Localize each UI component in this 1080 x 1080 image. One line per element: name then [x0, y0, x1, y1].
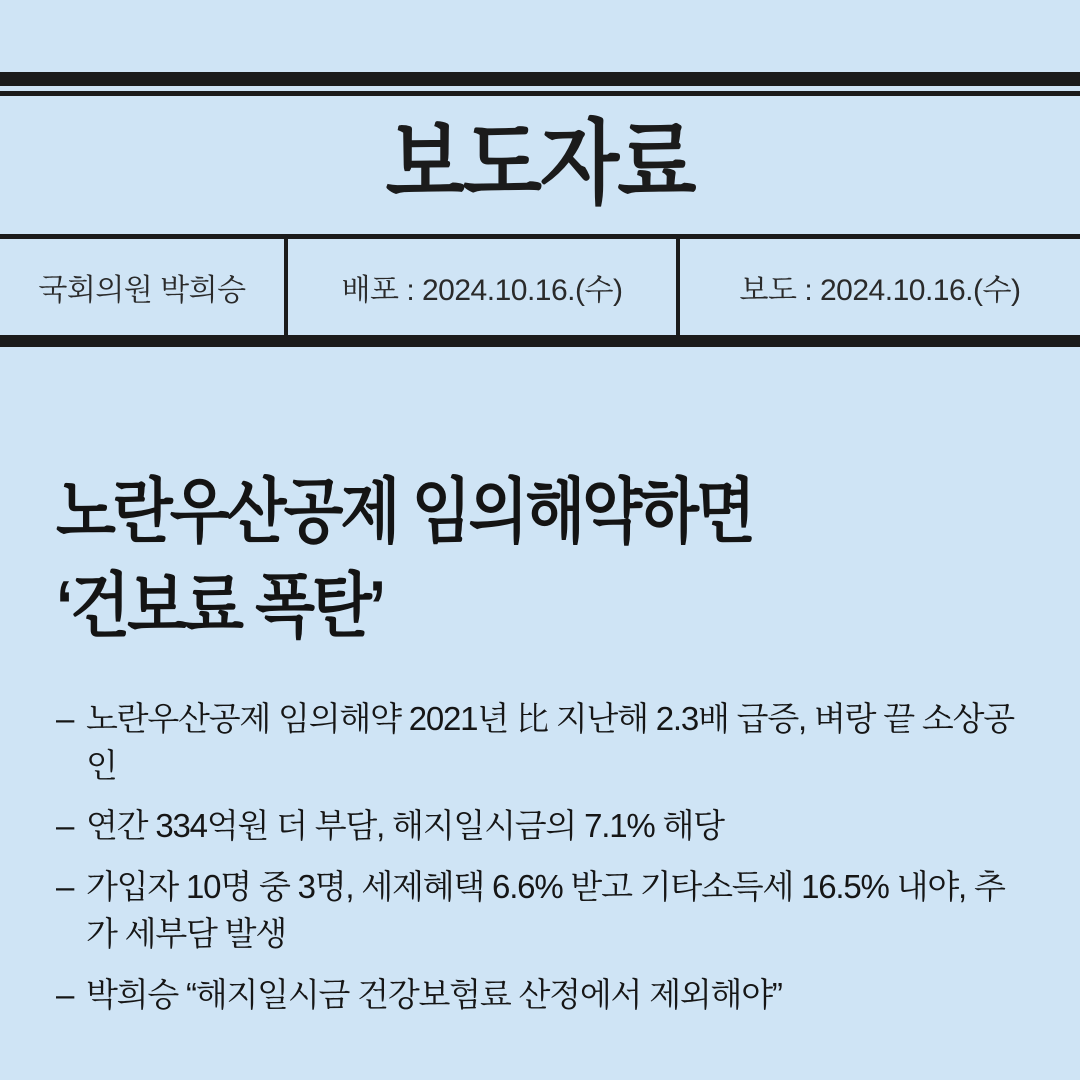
headline-line-2: ‘건보료 폭탄’ — [56, 567, 384, 647]
list-item — [56, 696, 1024, 790]
meta-release-date: 보도 : 2024.10.16.(수) — [739, 274, 1021, 307]
document-header — [0, 0, 1080, 347]
title-band — [0, 96, 1080, 234]
headline — [56, 466, 1024, 654]
meta-author: 국회의원 박희승 — [0, 239, 288, 335]
bullet-dash-icon: – — [56, 699, 74, 737]
list-item-text: 연간 334억원 더 부담, 해지일시금의 7.1% 해당 — [86, 807, 724, 845]
headline-line-1: 노란우산공제 임의해약하면 — [56, 472, 753, 553]
list-item-text: 가입자 10명 중 3명, 세제혜택 6.6% 받고 기타소득세 16.5% 내야, 추가 세부담 발생 — [86, 868, 1005, 953]
bullet-dash-icon: – — [56, 868, 74, 906]
page-title: 보도자료 — [385, 113, 695, 216]
meta-distribution-date: 배포 : 2024.10.16.(수) — [288, 239, 680, 335]
meta-band — [0, 234, 1080, 335]
list-item — [56, 972, 1024, 1019]
list-item — [56, 864, 1024, 958]
list-item — [56, 803, 1024, 850]
header-rule-thick-top — [0, 72, 1080, 86]
list-item-text: 박희승 “해지일시금 건강보험료 산정에서 제외해야” — [86, 975, 782, 1013]
list-item-text: 노란우산공제 임의해약 2021년 比 지난해 2.3배 급증, 벼랑 끝 소상공인 — [86, 699, 1014, 784]
bullet-dash-icon: – — [56, 975, 74, 1013]
header-rule-thick-bottom — [0, 335, 1080, 347]
bullet-dash-icon: – — [56, 807, 74, 845]
document-body — [0, 440, 1080, 1035]
summary-bullet-list — [56, 696, 1024, 1019]
